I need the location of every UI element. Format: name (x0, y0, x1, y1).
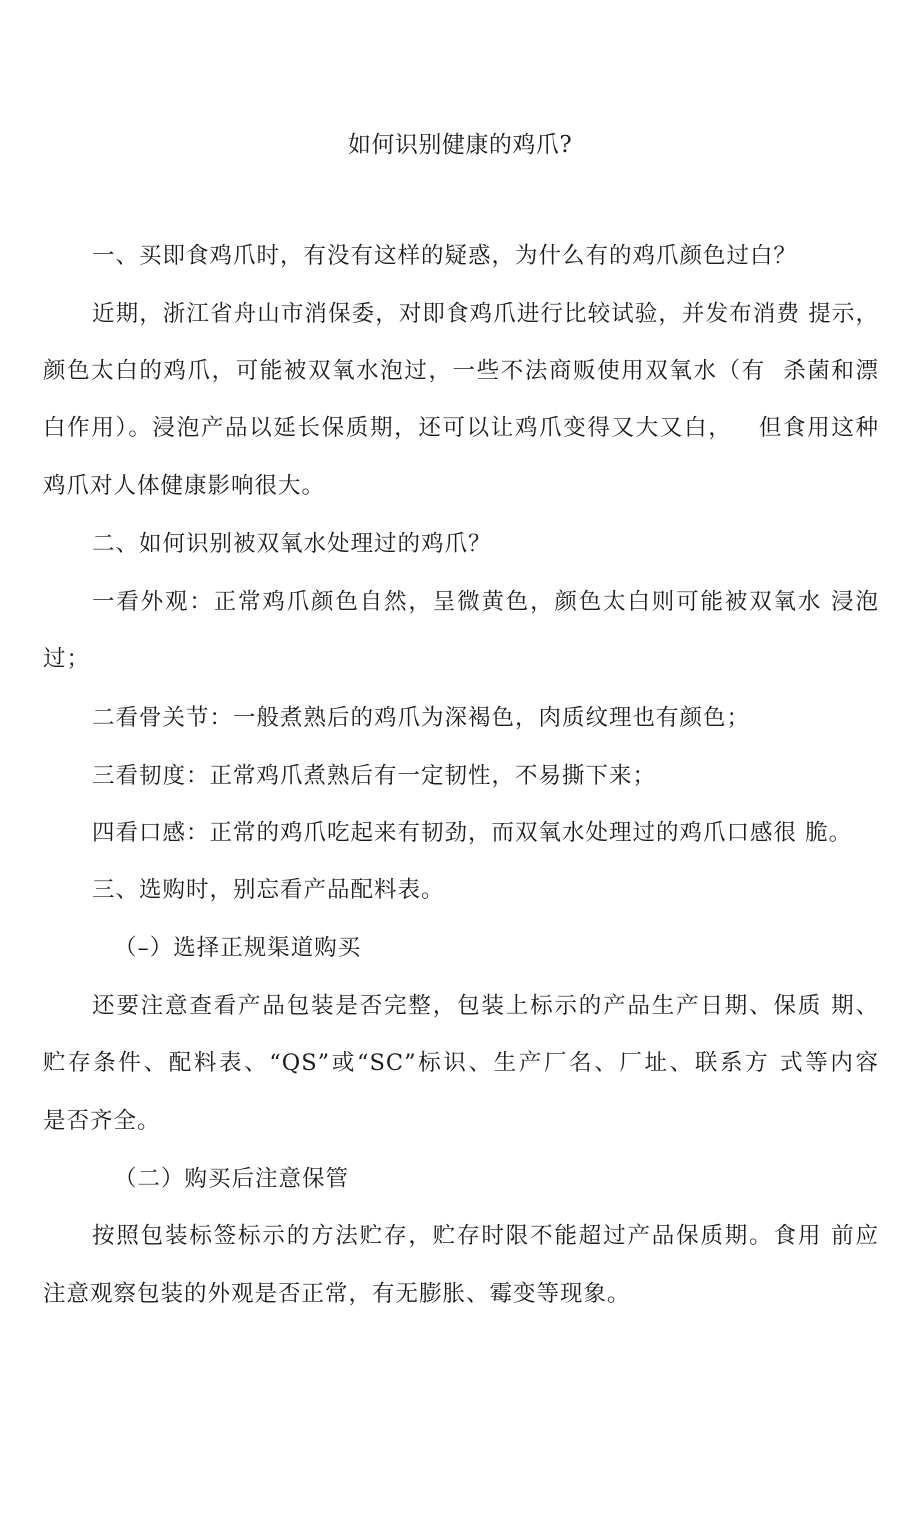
paragraph-line: 贮存条件、配料表、“QS”或“SC”标识、生产厂名、厂址、联系方 式等内容 (43, 1050, 879, 1076)
paragraph-line: 过； (43, 646, 91, 672)
paragraph-line: 白作用）。浸泡产品以延长保质期，还可以让鸡爪变得又大又白， 但食用这种 (43, 415, 879, 441)
paragraph-line: 按照包装标签标示的方法贮存，贮存时限不能超过产品保质期。食用 前应 (92, 1223, 879, 1249)
section-heading-1: 一、买即食鸡爪时，有没有这样的疑惑，为什么有的鸡爪颜色过白？ (92, 243, 798, 269)
section-heading-3: 三、选购时，别忘看产品配料表。 (92, 877, 445, 903)
paragraph-line: 是否齐全。 (43, 1108, 161, 1134)
document-title: 如何识别健康的鸡爪? (347, 132, 573, 158)
paragraph-line: 四看口感：正常的鸡爪吃起来有韧劲，而双氧水处理过的鸡爪口感很 脆。 (92, 820, 853, 846)
paragraph-line: 鸡爪对人体健康影响很大。 (43, 473, 326, 499)
paragraph-line: 三看韧度：正常鸡爪煮熟后有一定韧性，不易撕下来； (92, 763, 657, 789)
paragraph-line: 二看骨关节：一般煮熟后的鸡爪为深褐色，肉质纹理也有颜色； (92, 705, 751, 731)
paragraph-line: 颜色太白的鸡爪，可能被双氧水泡过，一些不法商贩使用双氧水（有 杀菌和漂 (43, 358, 879, 384)
paragraph-line: 还要注意查看产品包装是否完整，包装上标示的产品生产日期、保质 期、 (92, 993, 879, 1019)
subsection-heading-1: （–）选择正规渠道购买 (114, 935, 362, 961)
paragraph-line: 一看外观：正常鸡爪颜色自然，呈微黄色，颜色太白则可能被双氧水 浸泡 (92, 589, 879, 615)
paragraph-line: 注意观察包装的外观是否正常，有无膨胀、霉变等现象。 (43, 1281, 631, 1307)
section-heading-2: 二、如何识别被双氧水处理过的鸡爪？ (92, 531, 492, 557)
paragraph-line: 近期，浙江省舟山市消保委，对即食鸡爪进行比较试验，并发布消费 提示， (92, 301, 879, 327)
subsection-heading-2: （二）购买后注意保管 (114, 1166, 350, 1192)
